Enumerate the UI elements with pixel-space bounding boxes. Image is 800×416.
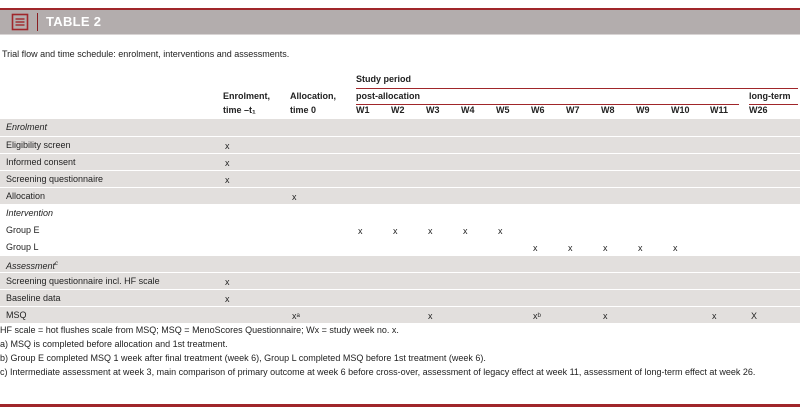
table-row xyxy=(0,170,800,187)
note-c: c) Intermediate assessment at week 3, main comparison of primary outcome at week 6 before cross-over, assessment of legacy effect at week 11, assessment of long-term effect at week 26. xyxy=(0,367,756,377)
bottom-rule xyxy=(0,404,800,407)
section-label xyxy=(6,208,53,219)
week-header: W2 xyxy=(391,105,405,115)
table-row xyxy=(0,238,800,255)
row-label xyxy=(6,310,27,321)
row-label-text: Baseline data xyxy=(6,293,61,303)
section-label xyxy=(6,122,47,133)
row-label xyxy=(6,174,103,185)
week-header: W9 xyxy=(636,105,650,115)
table-row xyxy=(0,153,800,170)
schedule-mark: x xyxy=(225,158,230,168)
post-allocation-header: post-allocation xyxy=(356,91,421,101)
schedule-mark: x xyxy=(292,192,297,202)
row-label-text: Allocation xyxy=(6,191,46,201)
week-header: W6 xyxy=(531,105,545,115)
long-term-header: long-term xyxy=(749,91,791,101)
section-row xyxy=(0,255,800,272)
table-row xyxy=(0,289,800,306)
schedule-mark: x xyxy=(225,277,230,287)
table-row xyxy=(0,187,800,204)
table-row xyxy=(0,221,800,238)
table-notes xyxy=(0,323,798,379)
schedule-mark: x xyxy=(225,175,230,185)
schedule-mark: x xyxy=(498,226,503,236)
row-label-text: MSQ xyxy=(6,310,27,320)
schedule-mark: x xyxy=(603,243,608,253)
week-header: W8 xyxy=(601,105,615,115)
table-title-bar xyxy=(0,8,800,35)
schedule-mark: x xyxy=(225,294,230,304)
schedule-mark: x xyxy=(358,226,363,236)
week-header: W26 xyxy=(749,105,768,115)
schedule-mark: x xyxy=(568,243,573,253)
allocation-header: Allocation, xyxy=(290,91,337,101)
row-label xyxy=(6,225,40,236)
study-period-header: Study period xyxy=(356,74,412,84)
week-header: W4 xyxy=(461,105,475,115)
row-label xyxy=(6,157,76,168)
footnote-marker: c xyxy=(55,261,59,267)
note-a: a) MSQ is completed before allocation and 1st treatment. xyxy=(0,339,228,349)
schedule-mark: x xyxy=(673,243,678,253)
row-label xyxy=(6,140,71,151)
schedule-mark: x xyxy=(638,243,643,253)
row-label-text: Screening questionnaire incl. HF scale xyxy=(6,276,160,286)
schedule-mark: x xyxy=(603,311,608,321)
schedule-mark: xᵃ xyxy=(292,311,300,321)
row-label-text: Screening questionnaire xyxy=(6,174,104,184)
row-label xyxy=(6,276,160,287)
schedule-mark: x xyxy=(712,311,717,321)
table-document-icon xyxy=(10,12,30,32)
week-header: W5 xyxy=(496,105,510,115)
table-caption: Trial flow and time schedule: enrolment, interventions and assessments. xyxy=(2,49,290,59)
row-label-text: Group L xyxy=(6,242,39,252)
row-label-text: Intervention xyxy=(6,208,54,218)
schedule-mark: x xyxy=(533,243,538,253)
row-label xyxy=(6,293,61,304)
table-title: TABLE 2 xyxy=(46,14,102,29)
enrolment-header: Enrolment, xyxy=(223,91,271,101)
study-period-rule xyxy=(356,88,798,89)
section-row xyxy=(0,204,800,221)
schedule-mark: x xyxy=(225,141,230,151)
note-abbreviations: HF scale = hot flushes scale from MSQ; MSQ = MenoScores Questionnaire; Wx = study week no. x. xyxy=(0,325,399,335)
week-header: W10 xyxy=(671,105,690,115)
row-label-text: Eligibility screen xyxy=(6,140,71,150)
row-label xyxy=(6,242,39,253)
schedule-mark: xᵇ xyxy=(533,311,541,321)
week-header: W1 xyxy=(356,105,370,115)
row-label-text: Group E xyxy=(6,225,40,235)
schedule-mark: x xyxy=(463,226,468,236)
note-b: b) Group E completed MSQ 1 week after final treatment (week 6), Group L completed MSQ before 1st treatment (week 6). xyxy=(0,353,486,363)
row-label-text: Assessment xyxy=(6,261,56,271)
week-header: W3 xyxy=(426,105,440,115)
row-label-text: Enrolment xyxy=(6,122,48,132)
table-row xyxy=(0,136,800,153)
row-label-text: Informed consent xyxy=(6,157,76,167)
table-row xyxy=(0,272,800,289)
table-row xyxy=(0,306,800,323)
section-label xyxy=(6,259,58,272)
schedule-mark: x xyxy=(393,226,398,236)
allocation-time-header: time 0 xyxy=(290,105,317,115)
enrolment-time-header: time –t₁ xyxy=(223,105,256,115)
schedule-mark: x xyxy=(428,311,433,321)
schedule-mark: x xyxy=(428,226,433,236)
row-label xyxy=(6,191,45,202)
schedule-mark: X xyxy=(751,311,758,321)
section-row xyxy=(0,119,800,136)
week-header: W7 xyxy=(566,105,580,115)
week-header: W11 xyxy=(710,105,729,115)
title-divider xyxy=(37,13,38,31)
